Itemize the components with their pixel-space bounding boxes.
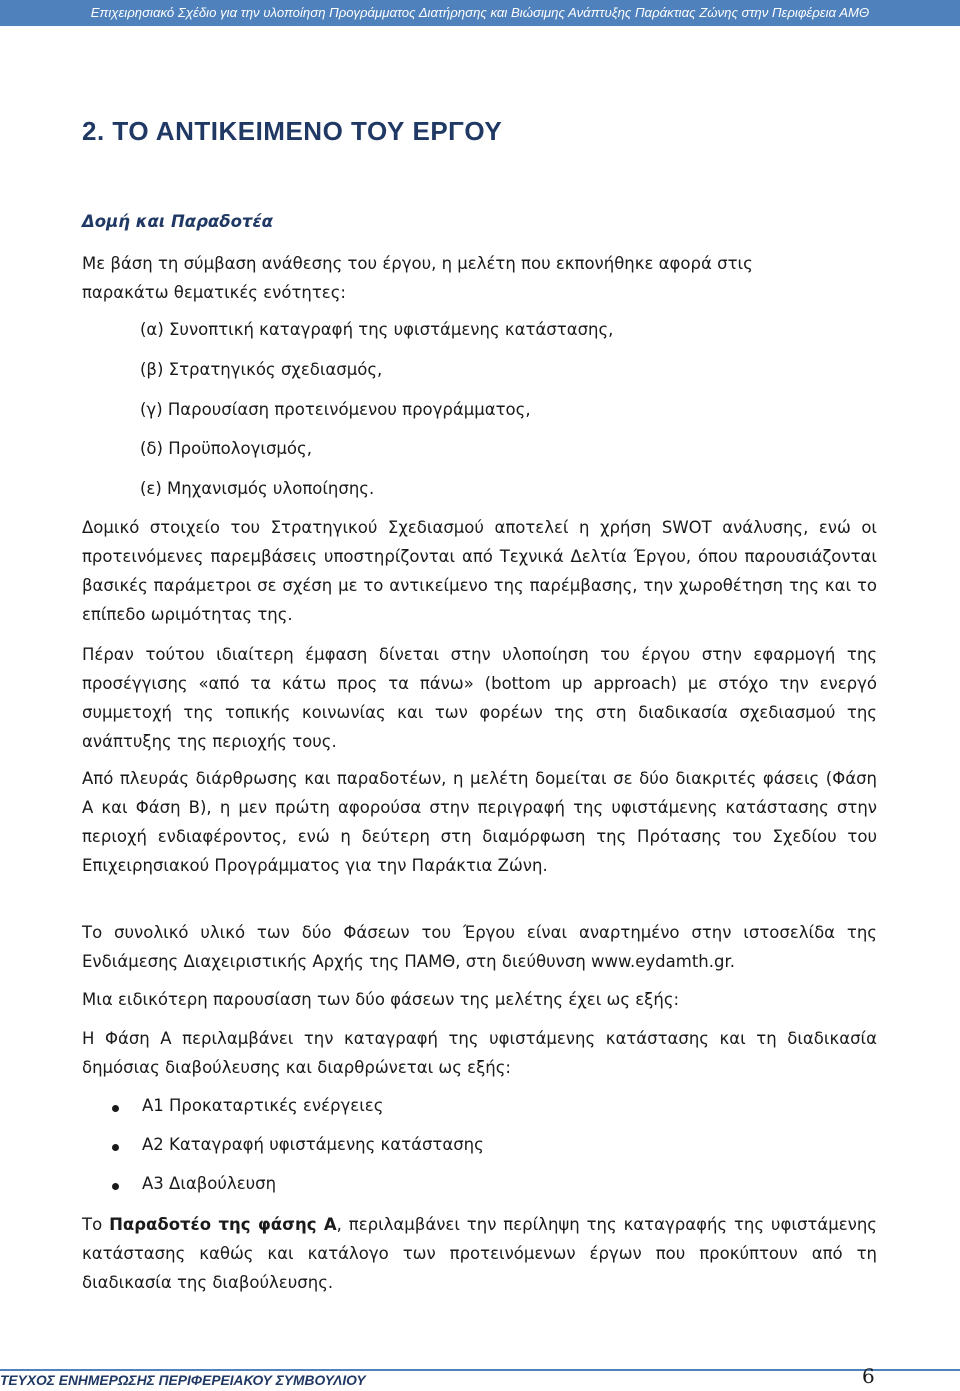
intro-line: παρακάτω θεματικές ενότητες: — [82, 283, 346, 302]
running-header: Επιχειρησιακό Σχέδιο για την υλοποίηση Προγράμματος Διατήρησης και Βιώσιμης Ανάπτυξης Παράκτιας Ζώνης στην Περιφέρεια ΑΜΘ — [0, 0, 960, 26]
bullet-dot — [112, 1105, 119, 1112]
paragraph-phases: Από πλευράς διάρθρωσης και παραδοτέων, η μελέτη δομείται σε δύο διακριτές φάσεις (Φάση Α και Φάση Β), η μεν πρώτη αφορούσα στην περιγραφή της υφιστάμενης κατάστασης στην περιοχή ενδιαφέροντος, ενώ η δεύτερη στη διαμόρφωση της Πρότασης του Σχεδίου του Επιχειρησιακού Προγράμματος για την Παράκτια Ζώνη. — [82, 769, 877, 875]
bullet-dot — [112, 1183, 119, 1190]
bullet-item: Α3 Διαβούλευση — [142, 1174, 277, 1193]
intro-line: Με βάση τη σύμβαση ανάθεσης του έργου, η μελέτη που εκπονήθηκε αφορά στις — [82, 254, 753, 273]
topic-item: (ε) Μηχανισμός υλοποίησης. — [140, 479, 375, 498]
paragraph-swot: Δομικό στοιχείο του Στρατηγικού Σχεδιασμού αποτελεί η χρήση SWOT ανάλυσης, ενώ οι προτεινόμενες παρεμβάσεις υποστηρίζονται από Τεχνικά Δελτία Έργου, όπου παρουσιάζονται βασικές παράμετροι σε σχέση με το αντικείμενο της παρέμβασης, την χωροθέτηση της και το επίπεδο ωριμότητας της. — [82, 518, 877, 624]
section-title: 2. ΤΟ ΑΝΤΙΚΕΙΜΕΝΟ ΤΟΥ ΕΡΓΟΥ — [82, 116, 503, 146]
topic-item: (δ) Προϋπολογισμός, — [140, 439, 312, 458]
page-number: 6 — [862, 1364, 875, 1388]
paragraph-website: Το συνολικό υλικό των δύο Φάσεων του Έργου είναι αναρτημένο στην ιστοσελίδα της Ενδιάμεσης Διαχειριστικής Αρχής της ΠΑΜΘ, στη διεύθυνση www.eydamth.gr. — [82, 923, 877, 971]
paragraph-intro-phases: Μια ειδικότερη παρουσίαση των δύο φάσεων της μελέτης έχει ως εξής: — [82, 990, 680, 1009]
paragraph-bottom-up: Πέραν τούτου ιδιαίτερη έμφαση δίνεται στην υλοποίηση του έργου στην εφαρμογή της προσέγγισης «από τα κάτω προς τα πάνω» (bottom up approach) με στόχο την ενεργό συμμετοχή της τοπικής κοινωνίας και των φορέων της στη διαδικασία σχεδιασμού της ανάπτυξης της περιοχής τους. — [82, 645, 877, 751]
topic-item: (α) Συνοπτική καταγραφή της υφιστάμενης κατάστασης, — [140, 320, 614, 339]
bullet-item: Α1 Προκαταρτικές ενέργειες — [142, 1096, 384, 1115]
topic-item: (γ) Παρουσίαση προτεινόμενου προγράμματος, — [140, 400, 531, 419]
footer-rule — [0, 1369, 960, 1371]
footer-title: ΤΕΥΧΟΣ ΕΝΗΜΕΡΩΣΗΣ ΠΕΡΙΦΕΡΕΙΑΚΟΥ ΣΥΜΒΟΥΛΙΟΥ — [0, 1373, 366, 1388]
paragraph-phase-a: Η Φάση Α περιλαμβάνει την καταγραφή της υφιστάμενης κατάστασης και τη διαδικασία δημόσιας διαβούλευσης και διαρθρώνεται ως εξής: — [82, 1029, 877, 1077]
topic-item: (β) Στρατηγικός σχεδιασμός, — [140, 360, 383, 379]
subheading: Δομή και Παραδοτέα — [82, 212, 273, 231]
paragraph-deliverable — [82, 1210, 877, 1297]
deliverable-rest: , περιλαμβάνει την περίληψη της καταγραφής της υφιστάμενης κατάστασης καθώς και κατάλογο των προτεινόμενων έργων που προκύπτουν από τη διαδικασία της διαβούλευσης. — [82, 1215, 877, 1292]
deliverable-prefix: Το — [82, 1215, 103, 1234]
bullet-item: Α2 Καταγραφή υφιστάμενης κατάστασης — [142, 1135, 484, 1154]
deliverable-bold: Παραδοτέο της φάσης Α — [109, 1215, 337, 1234]
bullet-dot — [112, 1144, 119, 1151]
